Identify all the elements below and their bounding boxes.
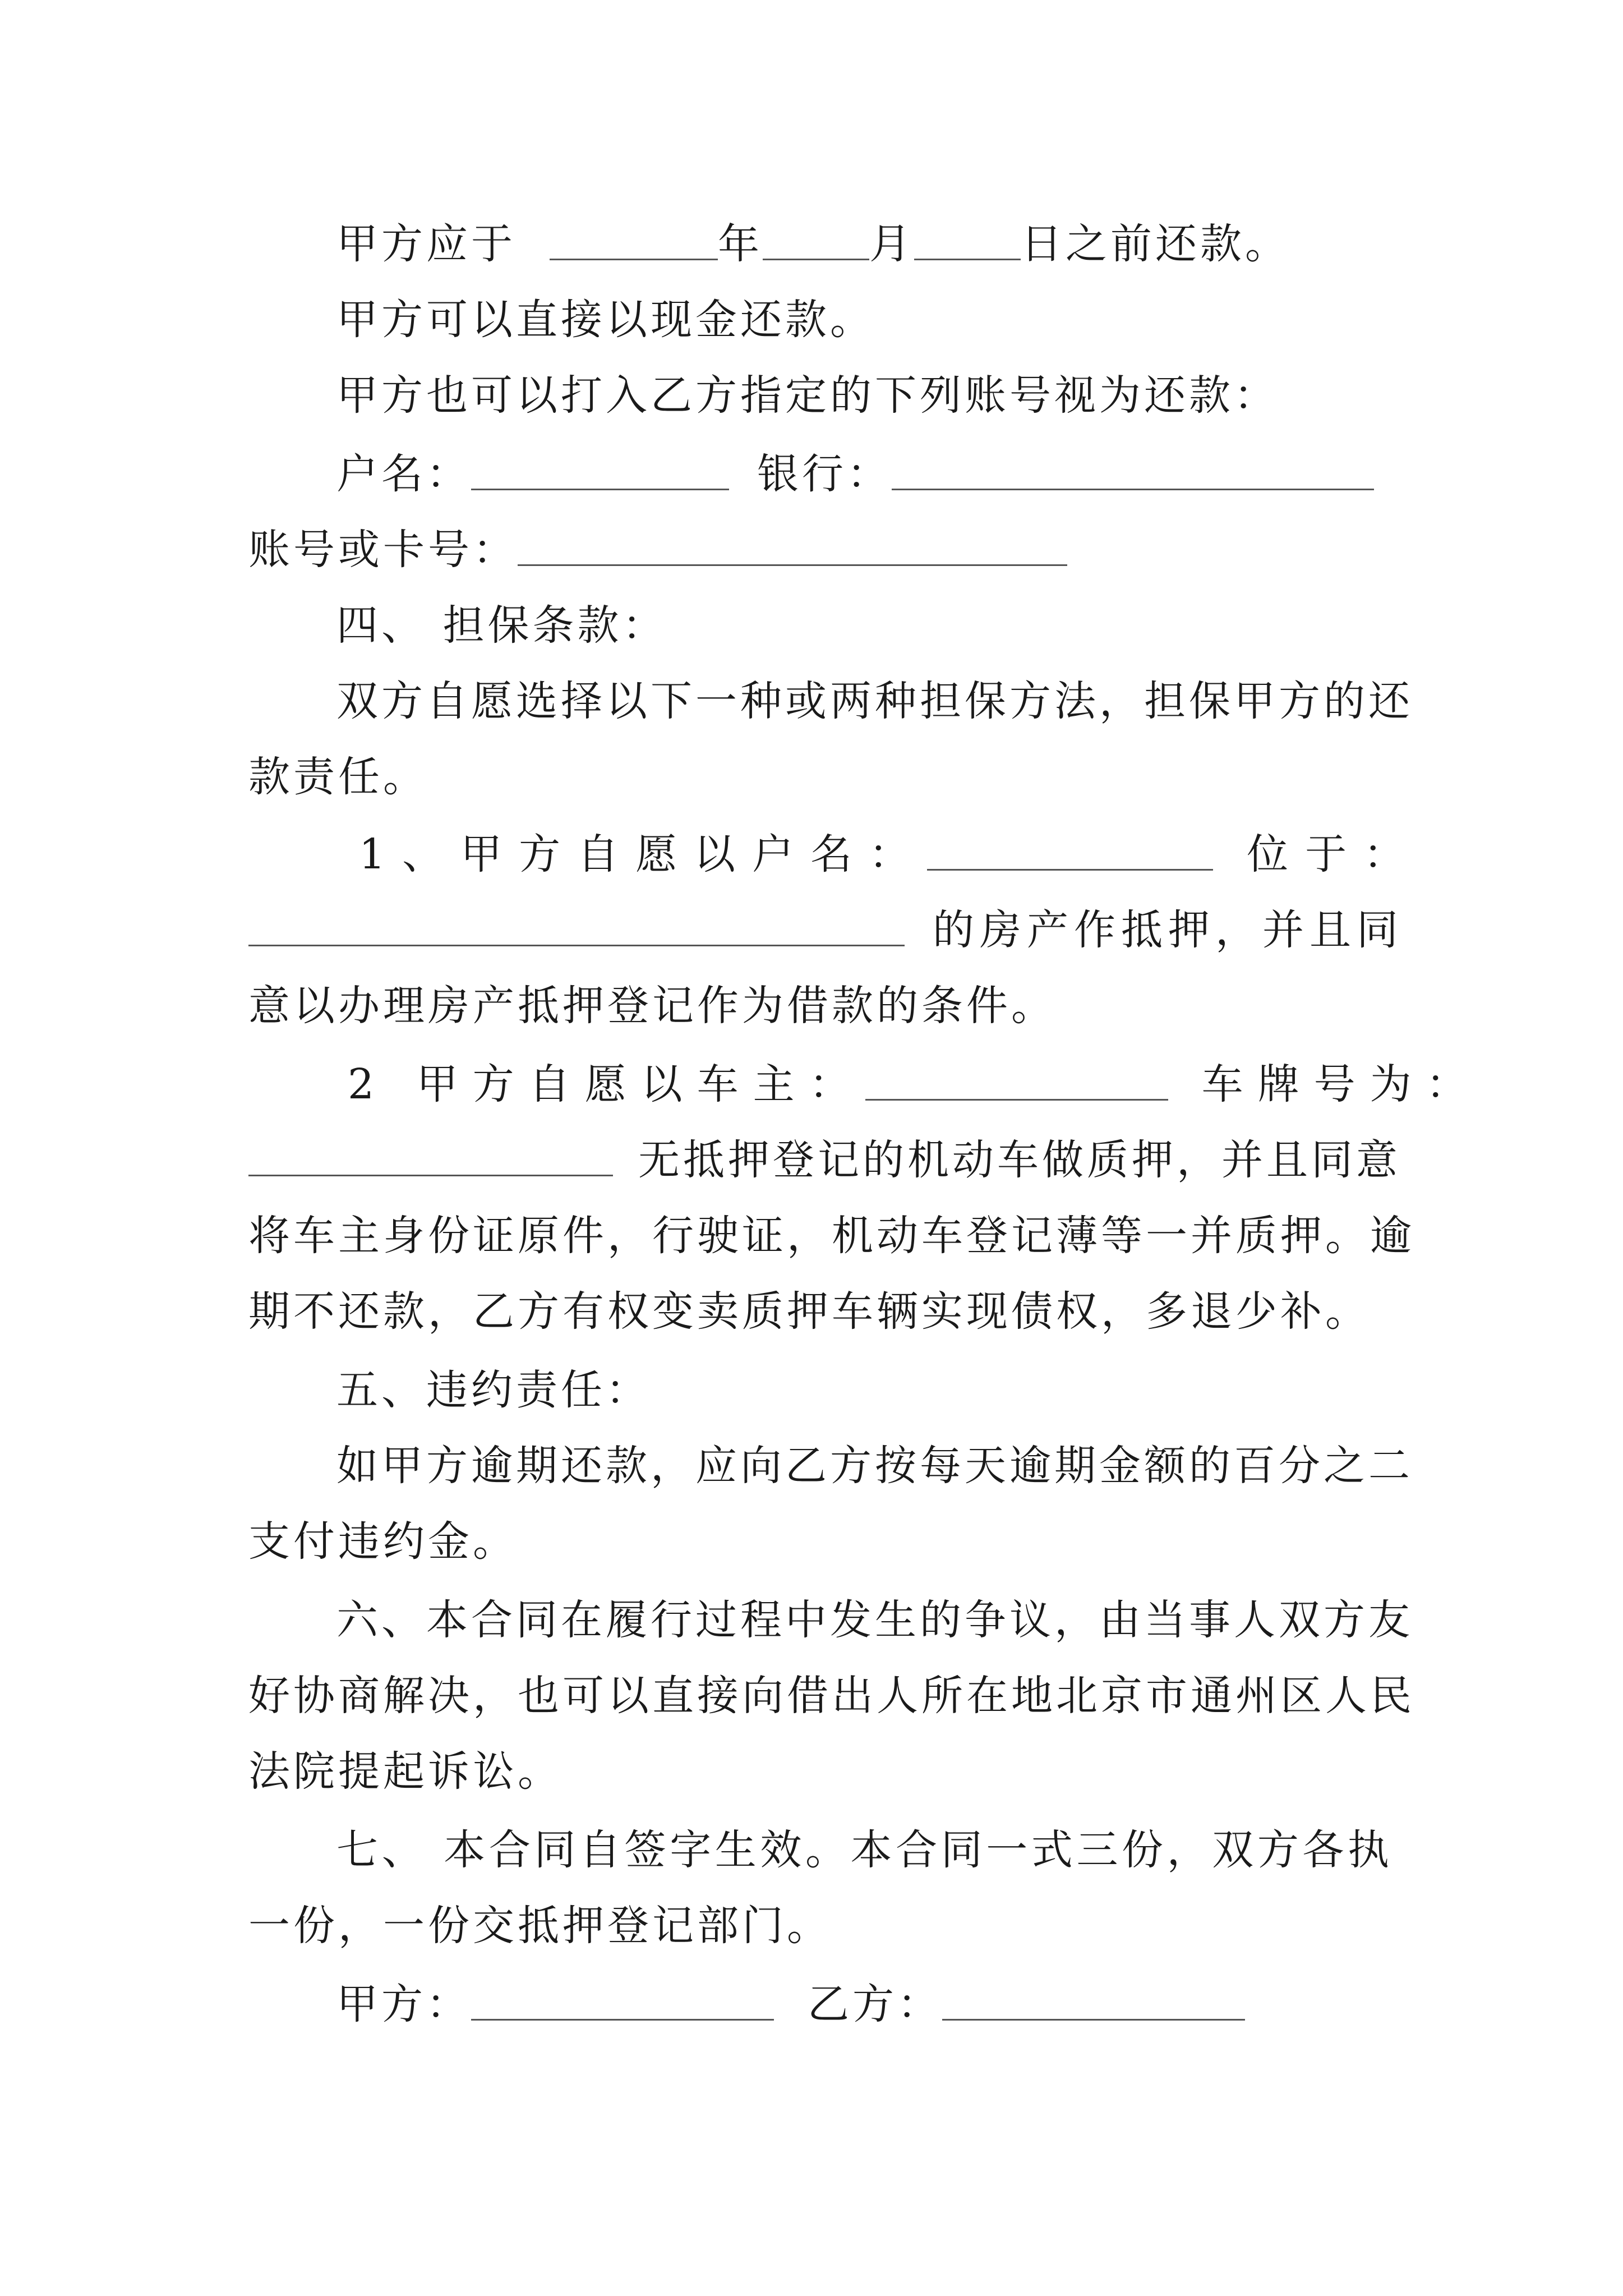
item1-location-field[interactable] (248, 910, 905, 946)
item1-location-label: 位于： (1247, 830, 1422, 878)
account-number-label: 账号或卡号： (248, 526, 518, 574)
item1-owner-label: 1、甲方自愿以户名： (359, 830, 928, 878)
item1-line-a (359, 829, 1422, 880)
item2-plate-field[interactable] (248, 1140, 613, 1176)
repay-prefix: 甲方应于 (336, 220, 516, 268)
cash-line: 甲方可以直接以现金还款。 (336, 296, 875, 344)
item1-owner-field[interactable] (927, 834, 1213, 871)
item1-line-c: 意以办理房产抵押登记作为借款的条件。 (248, 982, 1056, 1030)
item2-line-b (248, 1135, 1401, 1185)
section7-text-1: 七、 本合同自签字生效。本合同一式三份，双方各执 (336, 1826, 1393, 1874)
section5-text-2: 支付违约金。 (248, 1517, 518, 1566)
item2-line-c: 将车主身份证原件，行驶证，机动车登记薄等一并质押。逾 (248, 1212, 1415, 1260)
bank-field[interactable] (892, 454, 1374, 490)
section4-title: 四、 担保条款： (336, 601, 667, 650)
account-number-line (248, 524, 1393, 575)
party-b-field[interactable] (942, 1984, 1245, 2021)
party-a-label: 甲方： (336, 1980, 471, 2028)
item2-line-a (348, 1059, 1482, 1110)
repay-month-label: 月 (869, 220, 914, 268)
section7-text-2: 一份，一份交抵押登记部门。 (248, 1902, 832, 1950)
party-b-label: 乙方： (808, 1980, 942, 2028)
item2-line-d: 期不还款，乙方有权变卖质押车辆实现债权，多退少补。 (248, 1287, 1370, 1336)
account-name-field[interactable] (471, 454, 729, 490)
signature-line (336, 1979, 1393, 2030)
repay-year-field[interactable] (550, 224, 718, 260)
section5-text-1: 如甲方逾期还款，应向乙方按每天逾期金额的百分之二 (336, 1442, 1413, 1490)
repay-month-field[interactable] (763, 224, 869, 260)
section5-title: 五、违约责任： (336, 1366, 651, 1414)
section6-text-3: 法院提起诉讼。 (248, 1747, 562, 1796)
account-name-label: 户名： (336, 450, 471, 498)
party-a-field[interactable] (471, 1984, 774, 2021)
item1-mortgage-text: 的房产作抵押，并且同 (933, 906, 1404, 954)
section6-text-2: 好协商解决，也可以直接向借出人所在地北京市通州区人民 (248, 1672, 1415, 1720)
item2-pledge-text: 无抵押登记的机动车做质押，并且同意 (638, 1136, 1401, 1184)
item2-owner-label: 2 甲方自愿以车主： (348, 1060, 865, 1108)
section4-intro-2: 款责任。 (248, 753, 428, 801)
repay-suffix: 日之前还款。 (1021, 220, 1290, 268)
section4-intro-1: 双方自愿选择以下一种或两种担保方法，担保甲方的还 (336, 677, 1413, 725)
item2-owner-field[interactable] (865, 1064, 1168, 1101)
section6-text-1: 六、本合同在履行过程中发生的争议，由当事人双方友 (336, 1596, 1413, 1644)
repay-day-field[interactable] (914, 224, 1021, 260)
transfer-line: 甲方也可以打入乙方指定的下列账号视为还款： (336, 371, 1279, 420)
account-number-field[interactable] (518, 530, 1067, 566)
repay-date-line (336, 219, 1393, 269)
repay-year-label: 年 (718, 220, 763, 268)
item2-plate-label: 车牌号为： (1201, 1060, 1482, 1108)
account-line (336, 449, 1393, 499)
bank-label: 银行： (757, 450, 892, 498)
item1-line-b (248, 905, 1404, 955)
